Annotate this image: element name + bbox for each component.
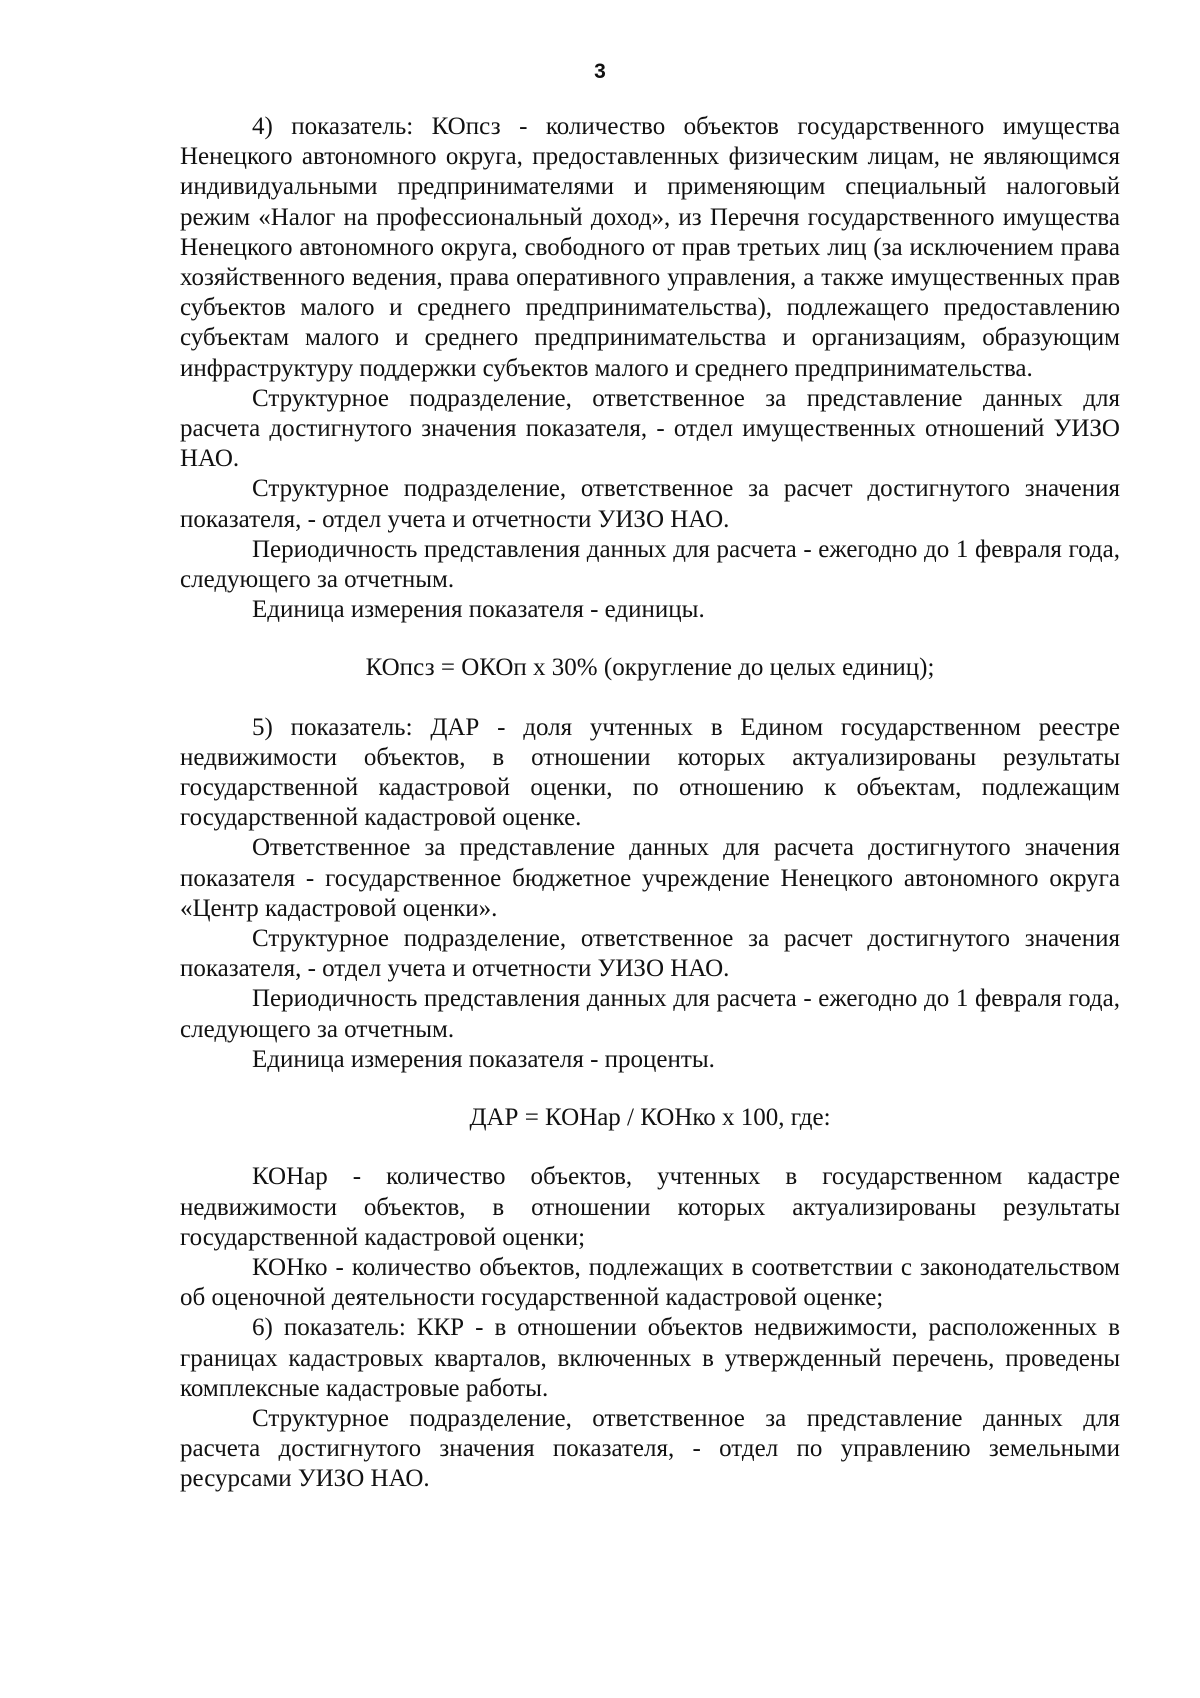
paragraph-responsible-data: Ответственное за представление данных для расчета достигнутого значения показателя - государственное бюджетное учреждение Ненецкого автономного округа «Центр кадастровой оценки». [180, 834, 1120, 922]
paragraph-unit: Единица измерения показателя - единицы. [252, 596, 705, 624]
paragraph-indicator-5: 5) показатель: ДАР - доля учтенных в Едином государственном реестре недвижимости объектов, в отношении которых актуализированы результаты государственной кадастровой оценки, по отношению к объектам, подлежащим государственной кадастровой оценке. [180, 713, 1120, 832]
paragraph-indicator-6: 6) показатель: ККР - в отношении объектов недвижимости, расположенных в границах кадастровых кварталов, включенных в утвержденный перечень, проведены комплексные кадастровые работы. [180, 1314, 1120, 1402]
paragraph-definition-konar: КОНар - количество объектов, учтенных в государственном кадастре недвижимости объектов, в отношении которых актуализированы результаты государственной кадастровой оценки; [180, 1163, 1120, 1251]
paragraph-unit: Единица измерения показателя - проценты. [252, 1045, 715, 1073]
formula-kopsz: КОпсз = ОКОп x 30% (округление до целых единиц); [365, 654, 935, 682]
paragraph-definition-konko: КОНко - количество объектов, подлежащих в соответствии с законодательством об оценочной деятельности государственной кадастровой оценке; [180, 1253, 1120, 1312]
paragraph-indicator-4: 4) показатель: КОпсз - количество объектов государственного имущества Ненецкого автономного округа, предоставленных физическим лицам, не являющимся индивидуальными предпринимателями и применяющим специальный налоговый режим «Налог на профессиональный доход», из Перечня государственного имущества Ненецкого автономного округа, свободного от прав третьих лиц (за исключением права хозяйственного ведения, права оперативного управления, а также имущественных прав субъектов малого и среднего предпринимательства), подлежащего предоставлению субъектам малого и среднего предпринимательства и организациям, образующим инфраструктуру поддержки субъектов малого и среднего предпринимательства. [180, 113, 1120, 382]
formula-dar: ДАР = КОНар / КОНко x 100, где: [469, 1104, 831, 1132]
document-body [180, 112, 1120, 1495]
paragraph-periodicity: Периодичность представления данных для расчета - ежегодно до 1 февраля года, следующего за отчетным. [180, 535, 1120, 594]
paragraph-responsible-data: Структурное подразделение, ответственное за представление данных для расчета достигнутого значения показателя, - отдел имущественных отношений УИЗО НАО. [180, 384, 1120, 473]
paragraph-responsible-calc: Структурное подразделение, ответственное за расчет достигнутого значения показателя, - отдел учета и отчетности УИЗО НАО. [180, 475, 1120, 533]
paragraph-responsible-data: Структурное подразделение, ответственное за представление данных для расчета достигнутого значения показателя, - отдел по управлению земельными ресурсами УИЗО НАО. [180, 1404, 1120, 1493]
page-number: 3 [594, 60, 606, 83]
paragraph-periodicity: Периодичность представления данных для расчета - ежегодно до 1 февраля года, следующего за отчетным. [180, 985, 1120, 1043]
paragraph-responsible-calc: Структурное подразделение, ответственное за расчет достигнутого значения показателя, - отдел учета и отчетности УИЗО НАО. [180, 925, 1120, 983]
